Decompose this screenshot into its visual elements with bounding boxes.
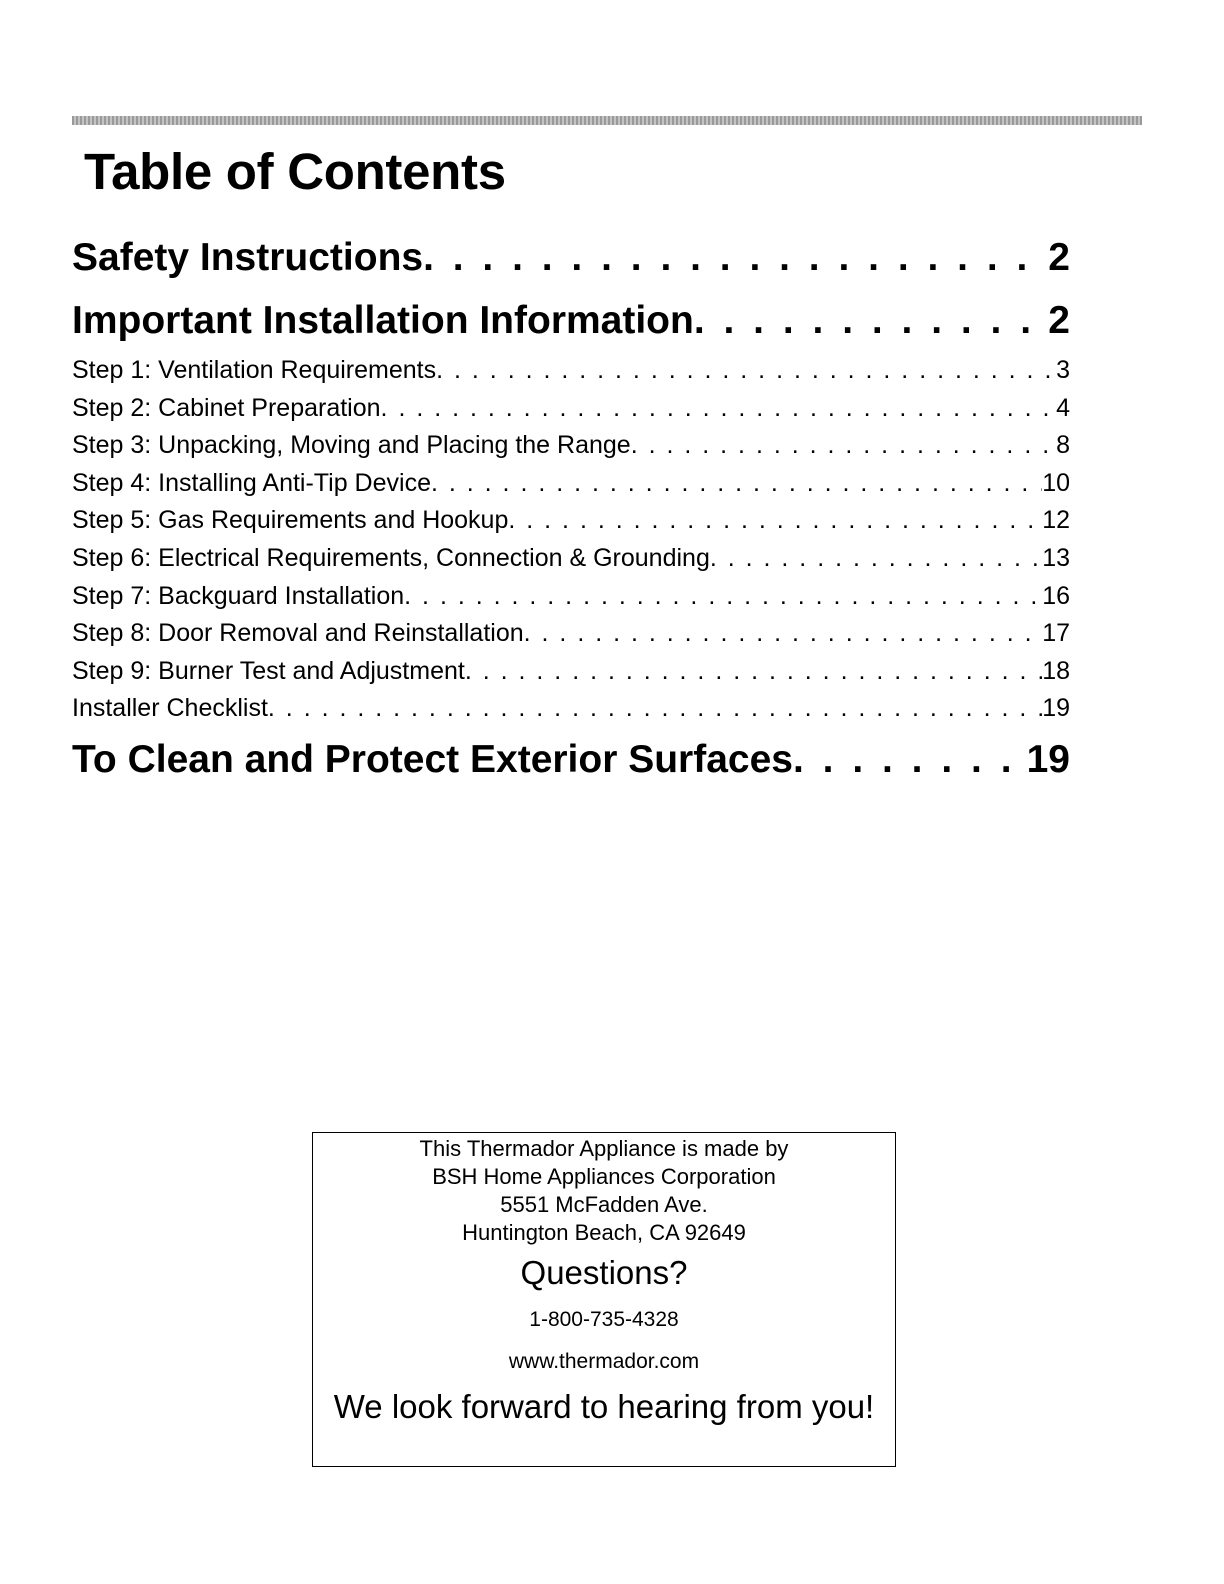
toc-entry-label: Step 7: Backguard Installation [72,581,405,610]
toc-entry-label: Step 9: Burner Test and Adjustment [72,656,465,685]
toc-page-number: 10 [1042,468,1070,497]
toc-entry-step-7[interactable] [72,578,1070,616]
toc-page-number: 2 [1048,236,1070,279]
contact-box [312,1132,896,1467]
table-of-contents [72,226,1070,791]
toc-page-number: 4 [1056,393,1070,422]
toc-entry-label: Step 5: Gas Requirements and Hookup [72,506,509,535]
dot-leader [631,427,1056,465]
page-title: Table of Contents [84,143,506,200]
toc-entry-label: Step 2: Cabinet Preparation [72,393,381,422]
closing-message: We look forward to hearing from you! [333,1388,875,1425]
toc-entry-label: Step 6: Electrical Requirements, Connection & Grounding [72,543,710,572]
phone-number[interactable]: 1-800-735-4328 [529,1308,679,1331]
dot-leader [268,690,1042,728]
toc-entry-step-5[interactable] [72,502,1070,540]
toc-entry-label: Step 1: Ventilation Requirements [72,356,437,384]
toc-page-number: 12 [1042,506,1070,535]
toc-entry-clean-and-protect[interactable] [72,728,1070,791]
dot-leader [436,352,1056,390]
toc-entry-label: Step 8: Door Removal and Reinstallation [72,619,524,648]
toc-page-number: 2 [1048,299,1070,342]
header-rule [72,116,1142,125]
dot-leader [423,226,1048,289]
toc-page-number: 19 [1042,694,1070,723]
dot-leader [381,390,1057,428]
toc-entry-label: To Clean and Protect Exterior Surfaces [72,737,793,781]
dot-leader [404,578,1042,616]
toc-page-number: 8 [1056,431,1070,460]
toc-page-number: 3 [1056,356,1070,384]
toc-entry-step-3[interactable] [72,427,1070,465]
toc-entry-safety-instructions[interactable] [72,226,1070,289]
dot-leader [793,728,1027,791]
dot-leader [524,615,1043,653]
dot-leader [431,465,1042,503]
address-line: BSH Home Appliances Corporation [432,1164,776,1189]
questions-heading: Questions? [520,1254,688,1291]
address-line: 5551 McFadden Ave. [500,1192,708,1217]
dot-leader [508,502,1042,540]
toc-entry-step-4[interactable] [72,465,1070,503]
toc-entry-important-installation-information[interactable] [72,289,1070,352]
toc-entry-step-6[interactable] [72,540,1070,578]
toc-entry-label: Important Installation Information [72,299,694,342]
toc-page-number: 18 [1042,656,1070,685]
address-line: Huntington Beach, CA 92649 [462,1220,746,1245]
address-line: This Thermador Appliance is made by [419,1136,789,1161]
dot-leader [465,653,1042,691]
toc-page-number: 19 [1026,737,1070,781]
toc-entry-step-9[interactable] [72,653,1070,691]
manufacturer-address [313,1135,895,1247]
toc-entry-label: Installer Checklist [72,694,268,723]
toc-entry-step-8[interactable] [72,615,1070,653]
toc-page-number: 13 [1042,543,1070,572]
toc-page-number: 17 [1042,619,1070,648]
toc-entry-label: Safety Instructions [72,236,424,279]
toc-entry-step-2[interactable] [72,390,1070,428]
dot-leader [694,289,1048,352]
website-link[interactable]: www.thermador.com [508,1350,700,1373]
dot-leader [710,540,1042,578]
toc-page-number: 16 [1042,581,1070,610]
toc-entry-installer-checklist[interactable] [72,690,1070,728]
toc-entry-step-1[interactable] [72,352,1070,390]
toc-entry-label: Step 4: Installing Anti-Tip Device [72,468,431,497]
toc-entry-label: Step 3: Unpacking, Moving and Placing the Range [72,431,631,460]
